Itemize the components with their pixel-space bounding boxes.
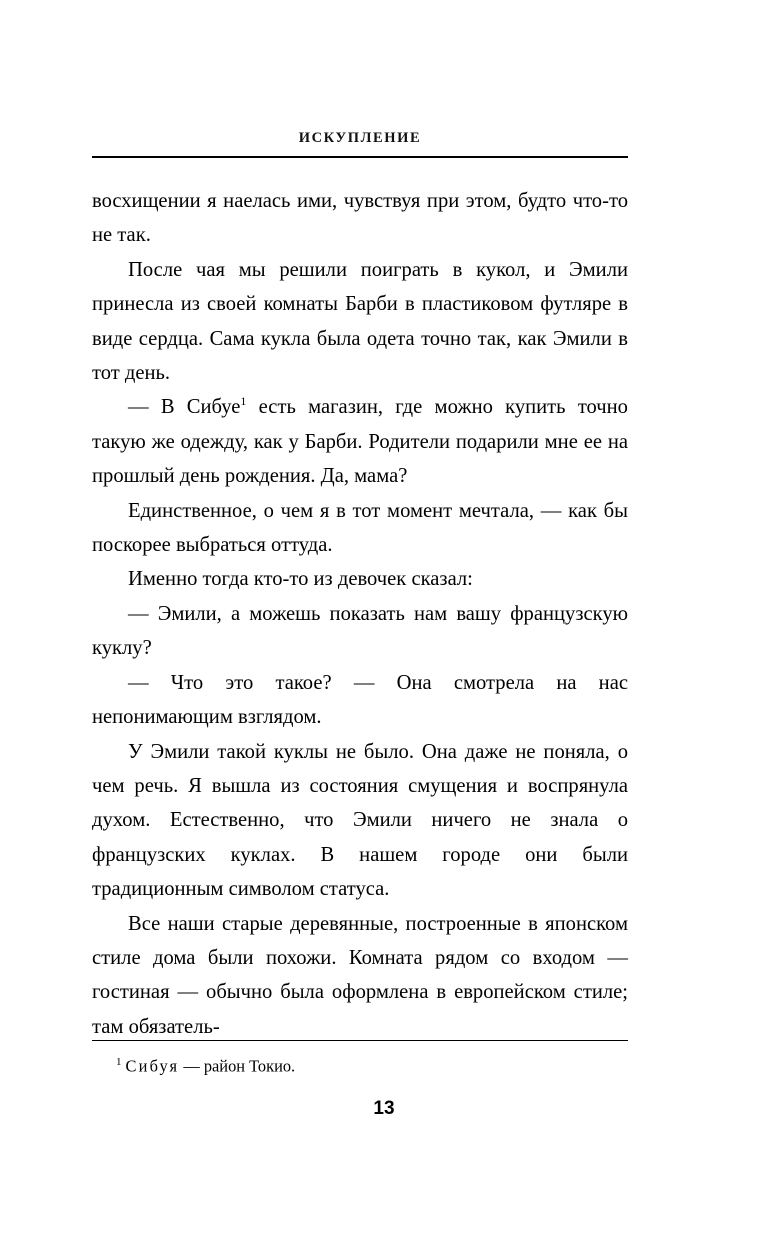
footnote-marker: 1: [116, 1056, 122, 1068]
footnote-reference[interactable]: 1: [240, 394, 247, 409]
footnote-term: Сибуя: [125, 1056, 180, 1076]
paragraph: — Эмили, а можешь показать нам вашу французскую куклу?: [92, 602, 628, 660]
footnote-area: [92, 1040, 628, 1078]
footnote-divider: [92, 1040, 628, 1041]
running-head: ИСКУПЛЕНИЕ: [298, 130, 422, 146]
paragraph: После чая мы решили поиграть в кукол, и Эмили принесла из своей комнаты Барби в пластиковом футляре в виде сердца. Сама кукла была одета точно так, как Эмили в тот день.: [92, 258, 628, 385]
page-content: [92, 130, 628, 1044]
paragraph-with-footnote-ref: [92, 390, 628, 493]
footnote-text: — район Токио.: [179, 1056, 296, 1076]
header-divider: [92, 156, 628, 158]
paragraph: Единственное, о чем я в тот момент мечтала, — как бы поскорее выбраться оттуда.: [92, 499, 628, 557]
paragraph: Именно тогда кто-то из девочек сказал:: [128, 568, 473, 591]
paragraph-text-after-ref: есть магазин, где можно купить точно такую же одежду, как у Барби. Родители подарили мне ее на прошлый день рождения. Да, мама?: [92, 396, 628, 488]
body-text: [92, 184, 628, 1044]
page-number: 13: [373, 1098, 395, 1119]
paragraph: Все наши старые деревянные, построенные в японском стиле дома были похожи. Комната рядом со входом — гостиная — обычно была оформлена в европейском стиле; там обязатель-: [92, 912, 628, 1038]
footnote: [92, 1050, 628, 1078]
paragraph: — Что это такое? — Она смотрела на нас непонимающим взглядом.: [92, 671, 628, 729]
paragraph: восхищении я наелась ими, чувствуя при этом, будто что-то не так.: [92, 190, 628, 247]
paragraph: У Эмили такой куклы не было. Она даже не поняла, о чем речь. Я вышла из состояния смущения и воспрянула духом. Естественно, что Эмили ничего не знала о французских куклах. В нашем городе они были традиционным символом статуса.: [92, 740, 628, 901]
paragraph-text-before-ref: — В Сибуе: [128, 396, 241, 419]
